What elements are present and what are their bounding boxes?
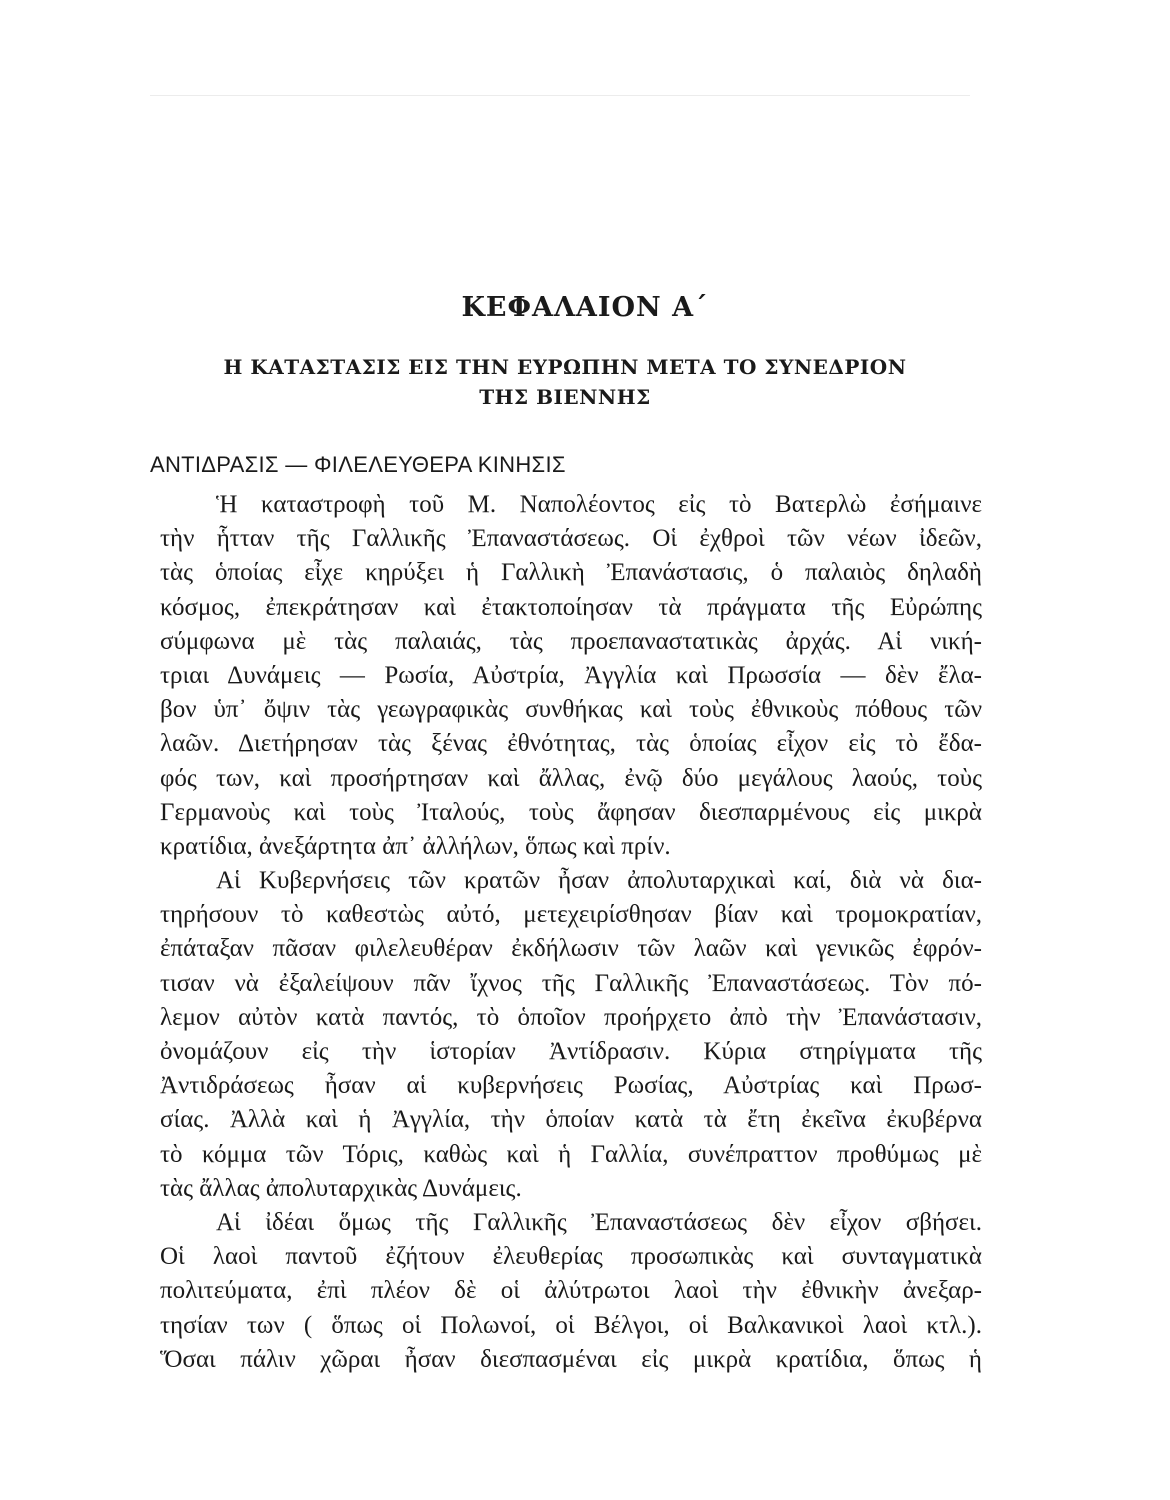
text-line: κόσμος, ἐπεκράτησαν καὶ ἐτακτοποίησαν τὰ πράγματα τῆς Εὐρώπης [160,593,982,621]
text-line: ἐπάταξαν πᾶσαν φιλελευθέραν ἐκδήλωσιν τῶν λαῶν καὶ γενικῶς ἐφρόν- [160,935,982,963]
text-line: Αἱ Κυβερνήσεις τῶν κρατῶν ἦσαν ἀπολυταρχικαὶ καί, διὰ νὰ δια- [216,867,982,895]
text-line: ὀνομάζουν εἰς τὴν ἱστορίαν Ἀντίδρασιν. Κύρια στηρίγματα τῆς [160,1038,982,1065]
text-line: τηρήσουν τὸ καθεστὼς αὐτό, μετεχειρίσθησαν βίαν καὶ τρομοκρατίαν, [160,901,982,929]
text-line: βον ὑπ᾿ ὄψιν τὰς γεωγραφικὰς συνθήκας καὶ τοὺς ἐθνικοὺς πόθους τῶν [160,696,982,724]
text-line: τὴν ἧτταν τῆς Γαλλικῆς Ἐπαναστάσεως. Οἱ ἐχθροὶ τῶν νέων ἰδεῶν, [160,525,982,553]
text-line: λαῶν. Διετήρησαν τὰς ξένας ἐθνότητας, τὰς ὁποίας εἶχον εἰς τὸ ἔδα- [160,730,982,758]
paragraph-3 [160,1206,982,1377]
paragraph-2 [160,864,982,1206]
text-line: Ἀντιδράσεως ἦσαν αἱ κυβερνήσεις Ρωσίας, Αὐστρίας καὶ Πρωσ- [160,1072,982,1100]
section-title [0,352,1130,412]
text-line: σίας. Ἀλλὰ καὶ ἡ Ἀγγλία, τὴν ὁποίαν κατὰ τὰ ἔτη ἐκεῖνα ἐκυβέρνα [160,1106,982,1134]
text-line: Ἡ καταστροφὴ τοῦ Μ. Ναπολέοντος εἰς τὸ Βατερλὼ ἐσήμαινε [216,491,982,518]
text-line: φός των, καὶ προσήρτησαν καὶ ἄλλας, ἐνῷ δύο μεγάλους λαούς, τοὺς [160,764,982,792]
text-line: Γερμανοὺς καὶ τοὺς Ἰταλούς, τοὺς ἄφησαν διεσπαρμένους εἰς μικρὰ [160,798,982,826]
section-title-line-2: ΤΗΣ ΒΙΕΝΝΗΣ [479,385,651,409]
text-line: Αἱ ἰδέαι ὅμως τῆς Γαλλικῆς Ἐπαναστάσεως δὲν εἶχον σβήσει. [216,1208,982,1236]
body-text [160,488,982,1377]
text-line: τὸ κόμμα τῶν Τόρις, καθὼς καὶ ἡ Γαλλία, συνέπραττον προθύμως μὲ [160,1140,982,1168]
paragraph-1 [160,488,982,864]
text-line: πολιτεύματα, ἐπὶ πλέον δὲ οἱ ἀλύτρωτοι λαοὶ τὴν ἐθνικὴν ἀνεξαρ- [160,1277,982,1305]
section-title-line-1: Η ΚΑΤΑΣΤΑΣΙΣ ΕΙΣ ΤΗΝ ΕΥΡΩΠΗΝ ΜΕΤΑ ΤΟ ΣΥΝΕΔΡΙΟΝ [223,355,907,379]
text-line: σύμφωνα μὲ τὰς παλαιάς, τὰς προεπαναστατικὰς ἀρχάς. Αἱ νική- [160,627,982,655]
text-line: τησίαν των ( ὅπως οἱ Πολωνοί, οἱ Βέλγοι, οἱ Βαλκανικοὶ λαοὶ κτλ.). [160,1311,982,1339]
text-line: τισαν νὰ ἐξαλείψουν πᾶν ἴχνος τῆς Γαλλικῆς Ἐπαναστάσεως. Τὸν πό- [160,969,982,997]
text-line: τὰς ἄλλας ἀπολυταρχικὰς Δυνάμεις. [160,1174,522,1202]
text-line: λεμον αὐτὸν κατὰ παντός, τὸ ὁποῖον προήρχετο ἀπὸ τὴν Ἐπανάστασιν, [160,1003,982,1031]
text-line: τριαι Δυνάμεις — Ρωσία, Αὐστρία, Ἀγγλία καὶ Πρωσσία — δὲν ἔλα- [160,661,982,689]
section-subheading: ΑΝΤΙΔΡΑΣΙΣ — ΦΙΛΕΛΕΥΘΕΡΑ ΚΙΝΗΣΙΣ [150,452,566,477]
text-line: Οἱ λαοὶ παντοῦ ἐζήτουν ἐλευθερίας προσωπικὰς καὶ συνταγματικὰ [160,1243,982,1271]
chapter-title: ΚΕΦΑΛΑΙΟΝ Α΄ [461,292,709,323]
text-line: Ὅσαι πάλιν χῶραι ἦσαν διεσπασμέναι εἰς μικρὰ κρατίδια, ὅπως ἡ [160,1345,982,1373]
text-line: κρατίδια, ἀνεξάρτητα ἀπ᾿ ἀλλήλων, ὅπως καὶ πρίν. [160,832,671,860]
show-through-rule [150,95,970,96]
text-line: τὰς ὁποίας εἶχε κηρύξει ἡ Γαλλικὴ Ἐπανάστασις, ὁ παλαιὸς δηλαδὴ [160,559,982,587]
